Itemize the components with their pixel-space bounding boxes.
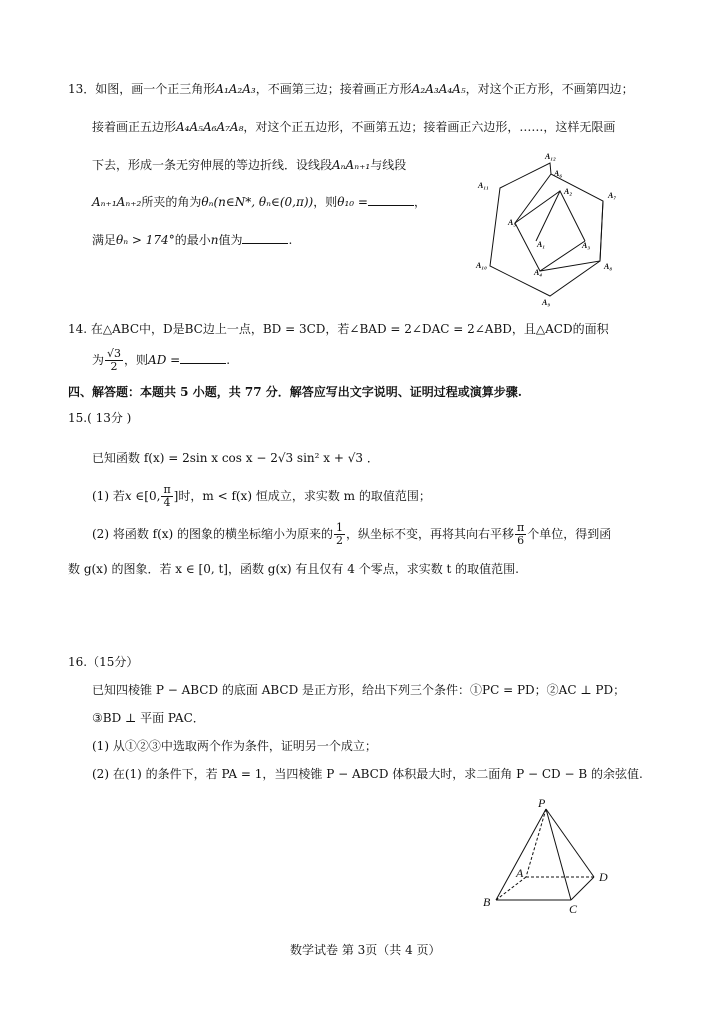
label-c: C: [569, 902, 578, 916]
q14-text: 为: [92, 353, 105, 367]
label-a5: A₅: [508, 218, 517, 227]
q14-ad: AD =: [148, 353, 181, 367]
q16-line2: ③BD ⊥ 平面 PAC．: [92, 711, 205, 725]
q13-theta10: θ₁₀ =: [337, 195, 368, 209]
label-d: D: [599, 870, 608, 884]
q13-text: 与线段: [370, 158, 407, 172]
label-p: P: [538, 796, 546, 810]
q13-segment: A₂A₃A₄A₅: [411, 82, 466, 96]
q13-line4: Aₙ₊₁Aₙ₊₂所夹的角为θₙ(n∈N*, θₙ∈(0,π))，则θ₁₀ = ，: [92, 195, 426, 209]
q15-part2-cont: 数 g(x) 的图象．若 x ∈ [0, t]，函数 g(x) 有且仅有 4 个零点，求实数 t 的取值范围.: [68, 562, 519, 576]
q15-function: 已知函数 f(x) = 2sin x cos x − 2√3 sin² x + √3 ．: [92, 451, 379, 465]
q13-text: 下去，形成一条无穷伸展的等边折线．设线段: [92, 158, 333, 172]
q13-answer-blank-1[interactable]: [368, 193, 414, 206]
q13-text: 值为: [218, 233, 243, 247]
q13-var-n: n: [210, 233, 219, 247]
q13-text: ，对这个正方形，不画第四边；: [465, 82, 634, 96]
fraction-pi-over-6: $\frac{\pi}{6}$: [517, 521, 525, 547]
page-footer: 数学试卷 第 3页（共 4 页）: [290, 943, 441, 957]
q13-text: ，对这个正五边形，不画第五边；接着画正六边形，……，这样无限画: [243, 120, 616, 134]
q13-line2: [92, 119, 615, 135]
label-a10: A₁₀: [476, 261, 487, 270]
pyramid-figure: [478, 795, 628, 920]
q13-theta-expr: θₙ(n∈N*, θₙ∈(0,π)): [201, 195, 314, 209]
label-a1: A₁: [537, 240, 546, 249]
q13-segment: Aₙ₊₁Aₙ₊₂: [92, 195, 142, 209]
q15-part2: (2) 将函数 f(x) 的图象的横坐标缩小为原来的 $\frac{1}{2}$ ，纵坐标不变，再将其向右平移 $\frac{\pi}{6}$ 个单位，得到函: [92, 521, 612, 547]
q14-line1: 14. 在△ABC中，D是BC边上一点，BD = 3CD，若∠BAD = 2∠DAC = 2∠ABD，且△ACD的面积: [68, 322, 609, 336]
fraction-one-half: $\frac{1}{2}$: [336, 521, 344, 547]
label-b: B: [483, 895, 491, 909]
q13-text: 所夹的角为: [141, 195, 202, 209]
polyline-figure: [470, 148, 640, 308]
q13-text: 满足: [92, 233, 117, 247]
q16-part2: (2) 在(1) 的条件下，若 PA = 1，当四棱锥 P − ABCD 体积最大时，求二面角 P − CD − B 的余弦值.: [92, 767, 643, 781]
label-a2: A₂: [564, 187, 573, 196]
label-a: A: [516, 866, 524, 880]
q14-line2: 为 $\frac{√3}{2}$ ，则AD = .: [92, 347, 231, 373]
q13-line5: 满足θₙ > 174°的最小n值为 .: [92, 233, 293, 247]
fraction-pi-over-4: $\frac{\pi}{4}$: [163, 483, 171, 509]
q13-text: 13．如图，画一个正三角形: [68, 82, 216, 96]
q15-part1: (1) 若x ∈[0, $\frac{\pi}{4}$ ]时，m < f(x) 恒成立，求实数 m 的取值范围；: [92, 483, 431, 509]
q13-condition: θₙ > 174°: [116, 233, 175, 247]
q14-answer-blank[interactable]: [180, 351, 226, 364]
q13-text: 的最小: [174, 233, 211, 247]
q13-segment: AₙAₙ₊₁: [332, 158, 371, 172]
q13-text: ，不画第三边；接着画正方形: [255, 82, 412, 96]
q16-header: 16.（15分）: [68, 655, 139, 669]
label-a3: A₃: [582, 241, 591, 250]
q13-segment: A₄A₅A₆A₇A₈: [176, 120, 244, 134]
q15-header: 15.( 13分 ): [68, 411, 132, 425]
q14-text: ，则: [124, 353, 149, 367]
q13-text: 接着画正五边形: [92, 120, 177, 134]
label-a8: A₈: [604, 262, 613, 271]
label-a9: A₉: [542, 298, 551, 307]
q13-answer-blank-2[interactable]: [242, 231, 288, 244]
q16-line1: 已知四棱锥 P − ABCD 的底面 ABCD 是正方形，给出下列三个条件：①PC = PD；②AC ⊥ PD；: [92, 683, 626, 697]
q13-line1: [68, 81, 634, 97]
label-a11: A₁₁: [478, 181, 489, 190]
q13-text: ，则: [313, 195, 338, 209]
label-a6: A₆: [554, 169, 563, 178]
q13-segment: A₁A₂A₃: [215, 82, 256, 96]
label-a4: A₄: [534, 268, 543, 277]
label-a7: A₇: [608, 191, 617, 200]
label-a12: A₁₂: [545, 152, 556, 161]
section4-heading: 四、解答题：本题共 5 小题，共 77 分．解答应写出文字说明、证明过程或演算步骤.: [68, 385, 522, 399]
fraction-sqrt3-over-2: $\frac{√3}{2}$: [107, 347, 122, 373]
q13-line3: [92, 157, 406, 173]
q16-part1: (1) 从①②③中选取两个作为条件，证明另一个成立；: [92, 739, 377, 753]
